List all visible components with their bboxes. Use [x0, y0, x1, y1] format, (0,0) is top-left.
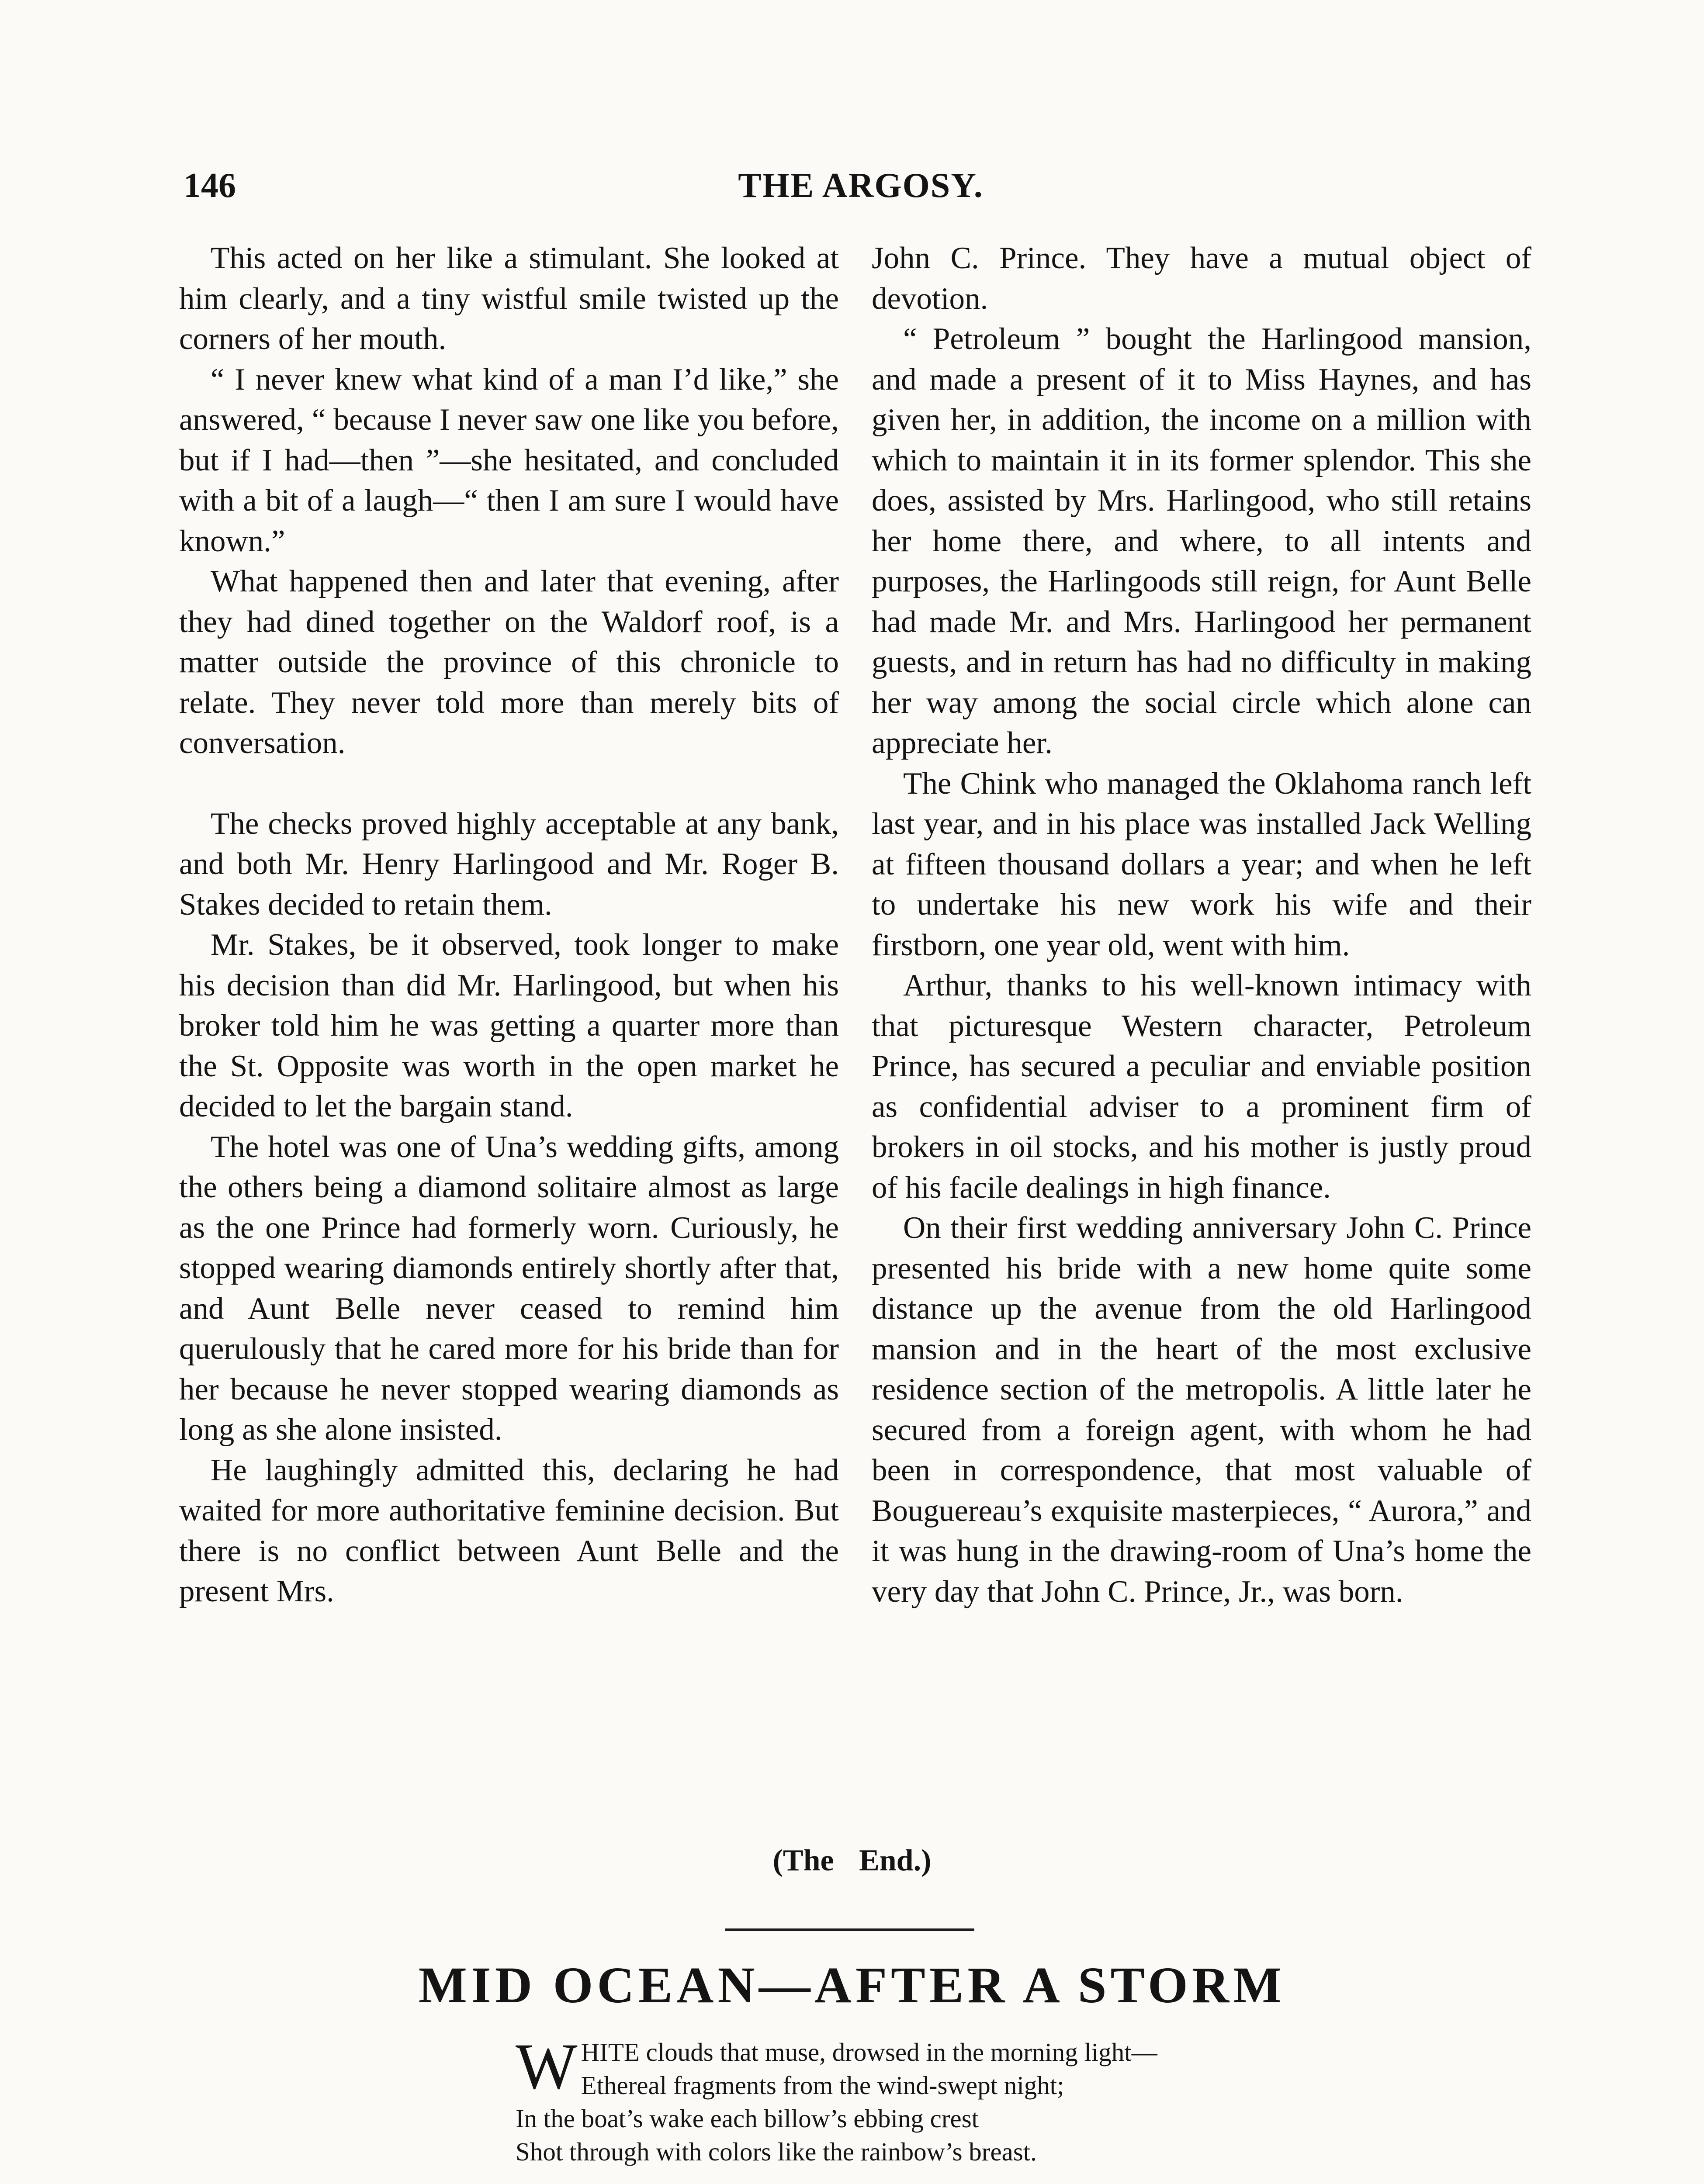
poem: [516, 2030, 1389, 2184]
paragraph: What happened then and later that evening, after they had dined together on the Waldorf roof, is a matter outside the province of this chronicle to relate. They never told more than merely bits of conversation.: [179, 564, 839, 760]
paragraph: The hotel was one of Una’s wedding gifts, among the others being a diamond solitaire almost as large as the one Prince had formerly worn. Curiously, he stopped wearing diamonds entirely shortly after that, and Aunt Belle never ceased to remind him querulously that he cared more for his bride than for her because he never stopped wearing diamonds as long as she alone insisted.: [179, 1130, 839, 1447]
paragraph: “ I never knew what kind of a man I’d like,” she answered, “ because I never saw one like you before, but if I had—then ”—she hesitated, and concluded with a bit of a laugh—“ then I am sure I would have known.”: [179, 362, 839, 558]
right-column: [872, 238, 1531, 1612]
running-head: THE ARGOSY.: [738, 166, 984, 205]
poem-line: In the boat’s wake each billow’s ebbing crest: [516, 2104, 979, 2133]
paragraph: This acted on her like a stimulant. She looked at him clearly, and a tiny wistful smile twisted up the corners of her mouth.: [179, 241, 839, 356]
left-column: [179, 238, 839, 1612]
paragraph: Mr. Stakes, be it observed, took longer to make his decision than did Mr. Harlingood, but when his broker told him he was getting a quarter more than the St. Opposite was worth in the open market he decided to let the bargain stand.: [179, 928, 839, 1123]
paragraph: The checks proved highly acceptable at any bank, and both Mr. Henry Harlingood and Mr. Roger B. Stakes decided to retain them.: [179, 806, 839, 922]
poem-stanza: [516, 2030, 1389, 2168]
paragraph: The Chink who managed the Oklahoma ranch left last year, and in his place was installed Jack Welling at fifteen thousand dollars a year; and when he left to undertake his new work his wife and their firstborn, one year old, went with him.: [872, 766, 1531, 962]
paragraph: John C. Prince. They have a mutual object of devotion.: [872, 241, 1531, 316]
poem-line: HITE clouds that muse, drowsed in the morning light—: [581, 2038, 1157, 2067]
page-header: [184, 162, 1538, 210]
the-end-marker: (The End.): [772, 1844, 932, 1877]
section-divider: [725, 1928, 974, 1931]
paragraph: On their first wedding anniversary John C. Prince presented his bride with a new home quite some distance up the avenue from the old Harlingood mansion and in the heart of the most exclusive residence section of the metropolis. A little later he secured from a foreign agent, with whom he had been in correspondence, that most valuable of Bouguereau’s exquisite masterpieces, “ Aurora,” and it was hung in the drawing-room of Una’s home the very day that John C. Prince, Jr., was born.: [872, 1211, 1531, 1609]
poem-line: Shot through with colors like the rainbow’s breast.: [516, 2137, 1037, 2166]
poem-title: MID OCEAN—AFTER A STORM: [418, 1956, 1286, 2014]
paragraph: Arthur, thanks to his well-known intimacy with that picturesque Western character, Petroleum Prince, has secured a peculiar and enviable position as confidential adviser to a prominent firm of brokers in oil stocks, and his mother is justly proud of his facile dealings in high finance.: [872, 968, 1531, 1205]
drop-cap: W: [516, 2030, 578, 2103]
paragraph: “ Petroleum ” bought the Harlingood mansion, and made a present of it to Miss Haynes, and has given her, in addition, the income on a million with which to maintain it in its former splendor. This she does, assisted by Mrs. Harlingood, who still retains her home there, and where, to all intents and purposes, the Harlingoods still reign, for Aunt Belle had made Mr. and Mrs. Harlingood her permanent guests, and in return has had no difficulty in making her way among the social circle which alone can appreciate her.: [872, 322, 1531, 760]
page-number: 146: [184, 166, 236, 205]
paragraph: He laughingly admitted this, declaring he had waited for more authoritative feminine decision. But there is no conflict between Aunt Belle and the present Mrs.: [179, 1453, 839, 1608]
poem-line: Ethereal fragments from the wind-swept night;: [581, 2071, 1064, 2100]
